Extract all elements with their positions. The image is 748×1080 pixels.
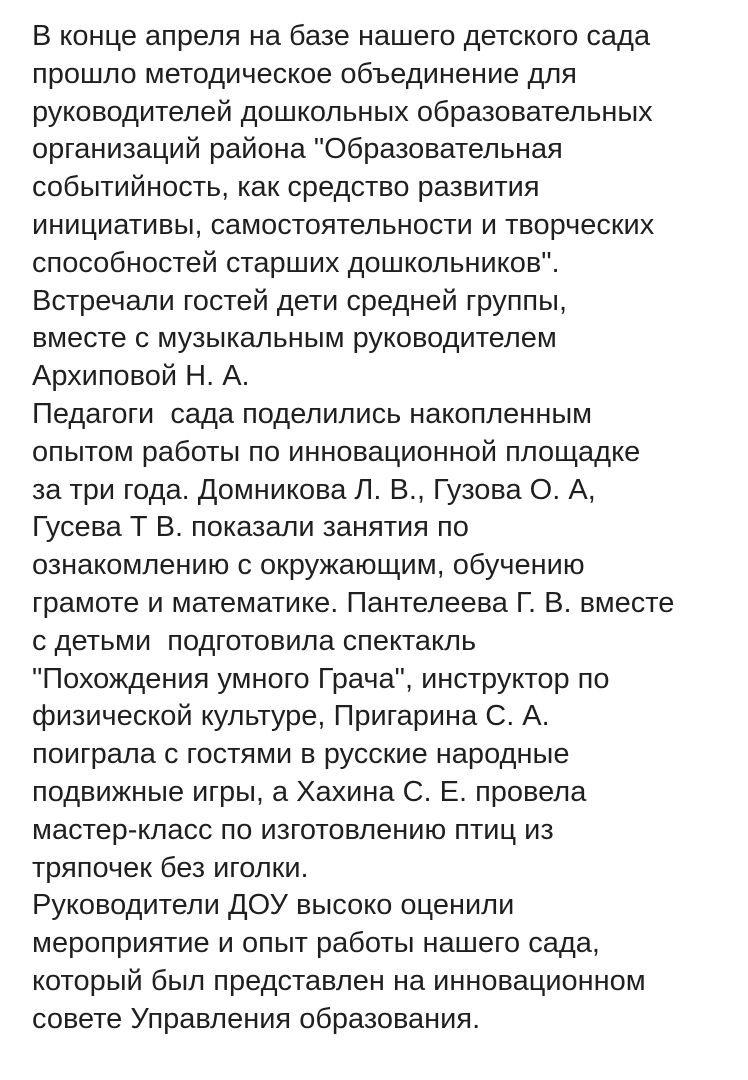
text-line: с детьми подготовила спектакль	[32, 624, 477, 657]
text-line: инициативы, самостоятельности и творческих	[32, 208, 655, 241]
text-line: который был представлен на инновационном	[32, 964, 646, 997]
text-line: Встречали гостей дети средней группы,	[32, 284, 567, 317]
text-line: ознакомлению с окружающим, обучению	[32, 549, 585, 582]
text-line: Архиповой Н. А.	[32, 360, 250, 393]
text-line: Гусева Т В. показали занятия по	[32, 511, 469, 544]
text-line: подвижные игры, а Хахина С. Е. провела	[32, 775, 587, 808]
article-text	[32, 18, 732, 1039]
text-line: опытом работы по инновационной площадке	[32, 435, 641, 468]
text-line: руководителей дошкольных образовательных	[32, 95, 653, 128]
text-line: "Похождения умного Грача", инструктор по	[32, 662, 610, 695]
text-line: Руководители ДОУ высоко оценили	[32, 889, 515, 922]
text-line: мастер-класс по изготовлению птиц из	[32, 813, 554, 846]
text-line: вместе с музыкальным руководителем	[32, 322, 557, 355]
text-line: физической культуре, Пригарина С. А.	[32, 700, 550, 733]
text-line: грамоте и математике. Пантелеева Г. В. вместе	[32, 586, 675, 619]
text-line: совете Управления образования.	[32, 1002, 481, 1035]
text-line: поиграла с гостями в русские народные	[32, 738, 570, 771]
text-line: тряпочек без иголки.	[32, 851, 309, 884]
text-line: организаций района "Образовательная	[32, 133, 563, 166]
text-line: Педагоги сада поделились накопленным	[32, 397, 593, 430]
text-line: мероприятие и опыт работы нашего сада,	[32, 927, 600, 960]
text-line: способностей старших дошкольников".	[32, 246, 560, 279]
text-line: прошло методическое объединение для	[32, 57, 577, 90]
text-line: В конце апреля на базе нашего детского сада	[32, 20, 651, 52]
text-line: событийность, как средство развития	[32, 171, 540, 204]
text-line: за три года. Домникова Л. В., Гузова О. А,	[32, 473, 596, 506]
